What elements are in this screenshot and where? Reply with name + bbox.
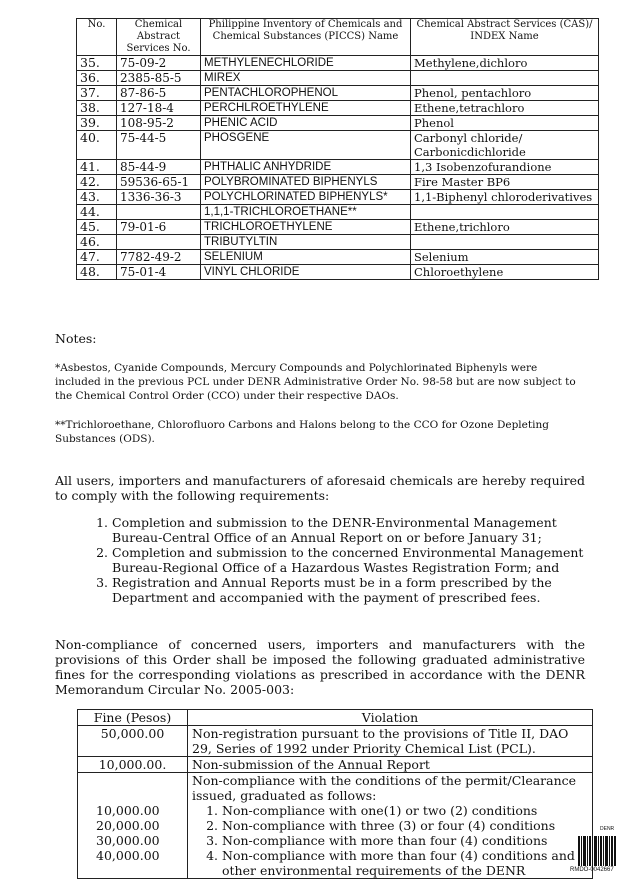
chemical-row [77,265,599,280]
cas-index-name [411,235,599,250]
row-number: 44. [77,205,117,220]
header-fine: Fine (Pesos) [78,710,188,726]
cas-number: 85-44-9 [117,160,201,175]
piccs-name: TRIBUTYLTIN [201,235,411,250]
fines-table [77,709,593,879]
violation-text: Non-submission of the Annual Report [188,757,593,773]
barcode-stamp: DENR [600,826,615,832]
piccs-name: PHENIC ACID [201,116,411,131]
cas-index-name: Chloroethylene [411,265,599,280]
cas-number: 75-09-2 [117,56,201,71]
piccs-name: VINYL CHLORIDE [201,265,411,280]
cas-number: 59536-65-1 [117,175,201,190]
row-number: 46. [77,235,117,250]
cas-index-name: Methylene,dichloro [411,56,599,71]
chemical-row [77,220,599,235]
fine-amount: 50,000.00 [78,726,188,757]
row-number: 39. [77,116,117,131]
fines-table-header [78,710,593,726]
cas-index-name: Fire Master BP6 [411,175,599,190]
row-number: 45. [77,220,117,235]
piccs-name: PENTACHLOROPHENOL [201,86,411,101]
cas-index-name: Selenium [411,250,599,265]
header-violation: Violation [188,710,593,726]
row-number: 36. [77,71,117,86]
violation-intro: Non-compliance with the conditions of the permit/Clearance issued, graduated as follows: [192,773,577,803]
fines-row [78,726,593,757]
chemical-row [77,175,599,190]
fine-amount: 10,000.00. [78,757,188,773]
piccs-name: SELENIUM [201,250,411,265]
violation-text: Non-registration pursuant to the provisions of Title II, DAO 29, Series of 1992 under Priority Chemical List (PCL). [188,726,593,757]
header-piccs-name: Philippine Inventory of Chemicals and Chemical Substances (PICCS) Name [201,19,411,56]
requirements-intro: All users, importers and manufacturers of aforesaid chemicals are hereby required to comply with the following requirements: [55,473,585,503]
violation-item: 3. Non-compliance with more than four (4) conditions [222,833,588,848]
note-trichloroethane: **Trichloroethane, Chlorofluoro Carbons and Halons belong to the CCO for Ozone Depleting Substances (ODS). [55,419,549,445]
cas-number: 1336-36-3 [117,190,201,205]
chemical-row [77,101,599,116]
header-cas-name: Chemical Abstract Services (CAS)/ INDEX Name [411,19,599,56]
graduated-fines [78,773,188,879]
fine-amount: 40,000.00 [96,848,160,863]
cas-index-name [411,71,599,86]
piccs-name: PHTHALIC ANHYDRIDE [201,160,411,175]
requirement-item: 2. Completion and submission to the concerned Environmental Management Bureau-Regional Office of a Hazardous Wastes Registration Form; and [112,545,607,575]
row-number: 47. [77,250,117,265]
chemicals-table-header [77,19,599,56]
row-number: 40. [77,131,117,160]
row-number: 43. [77,190,117,205]
barcode-icon [577,836,617,866]
fine-amount: 30,000.00 [96,833,160,848]
cas-number: 87-86-5 [117,86,201,101]
requirement-item: 3. Registration and Annual Reports must be in a form prescribed by the Department and accompanied with the payment of prescribed fees. [112,575,607,605]
piccs-name: 1,1,1-TRICHLOROETHANE** [201,205,411,220]
cas-index-name [411,205,599,220]
cas-index-name: Ethene,trichloro [411,220,599,235]
chemical-row [77,205,599,220]
violation-item: 1. Non-compliance with one(1) or two (2) conditions [222,803,588,818]
requirement-item: 1. Completion and submission to the DENR-Environmental Management Bureau-Central Office of an Annual Report on or before January 31; [112,515,607,545]
chemical-row [77,131,599,160]
chemical-row [77,116,599,131]
cas-index-name: 1,3 Isobenzofurandione [411,160,599,175]
piccs-name: MIREX [201,71,411,86]
cas-index-name: Carbonyl chloride/ Carbonicdichloride [411,131,599,160]
row-number: 37. [77,86,117,101]
violation-sub-list [192,803,588,878]
barcode-label: RMDO-0042667 [570,867,614,873]
cas-number: 75-44-5 [117,131,201,160]
cas-number: 75-01-4 [117,265,201,280]
row-number: 38. [77,101,117,116]
header-no: No. [77,19,117,56]
noncompliance-paragraph: Non-compliance of concerned users, importers and manufacturers with the provisions of this Order shall be imposed the following graduated administrative fines for the corresponding violations as prescribed in accordance with the DENR Memorandum Circular No. 2005-003: [55,637,585,697]
note-asbestos: *Asbestos, Cyanide Compounds, Mercury Compounds and Polychlorinated Biphenyls were included in the previous PCL under DENR Administrative Order No. 98-58 but are now subject to the Chemical Control Order (CCO) under their respective DAOs. [55,362,576,402]
violation-item: 2. Non-compliance with three (3) or four (4) conditions [222,818,588,833]
cas-index-name: Phenol, pentachloro [411,86,599,101]
row-number: 41. [77,160,117,175]
cas-number: 7782-49-2 [117,250,201,265]
chemicals-table-body [77,56,599,280]
graduated-violation [188,773,593,879]
fines-row [78,773,593,879]
cas-number [117,205,201,220]
chemicals-table [76,18,599,280]
chemical-row [77,250,599,265]
piccs-name: POLYBROMINATED BIPHENYLS [201,175,411,190]
chemical-row [77,190,599,205]
fines-row [78,757,593,773]
cas-number: 108-95-2 [117,116,201,131]
chemical-row [77,235,599,250]
requirements-list [95,515,607,605]
cas-number [117,235,201,250]
row-number: 48. [77,265,117,280]
row-number: 35. [77,56,117,71]
piccs-name: POLYCHLORINATED BIPHENYLS* [201,190,411,205]
violation-item: 4. Non-compliance with more than four (4) conditions and other environmental requirements of the DENR [222,848,588,878]
cas-index-name: 1,1-Biphenyl chloroderivatives [411,190,599,205]
notes-label: Notes: [55,331,97,346]
chemical-row [77,160,599,175]
cas-index-name: Phenol [411,116,599,131]
cas-index-name: Ethene,tetrachloro [411,101,599,116]
cas-number: 79-01-6 [117,220,201,235]
piccs-name: PERCHLROETHYLENE [201,101,411,116]
piccs-name: PHOSGENE [201,131,411,160]
cas-number: 2385-85-5 [117,71,201,86]
header-cas-no: Chemical Abstract Services No. [117,19,201,56]
piccs-name: TRICHLOROETHYLENE [201,220,411,235]
chemical-row [77,86,599,101]
chemical-row [77,71,599,86]
piccs-name: METHYLENECHLORIDE [201,56,411,71]
fine-amount: 10,000.00 [96,803,160,818]
row-number: 42. [77,175,117,190]
cas-number: 127-18-4 [117,101,201,116]
fine-amount: 20,000.00 [96,818,160,833]
chemical-row [77,56,599,71]
